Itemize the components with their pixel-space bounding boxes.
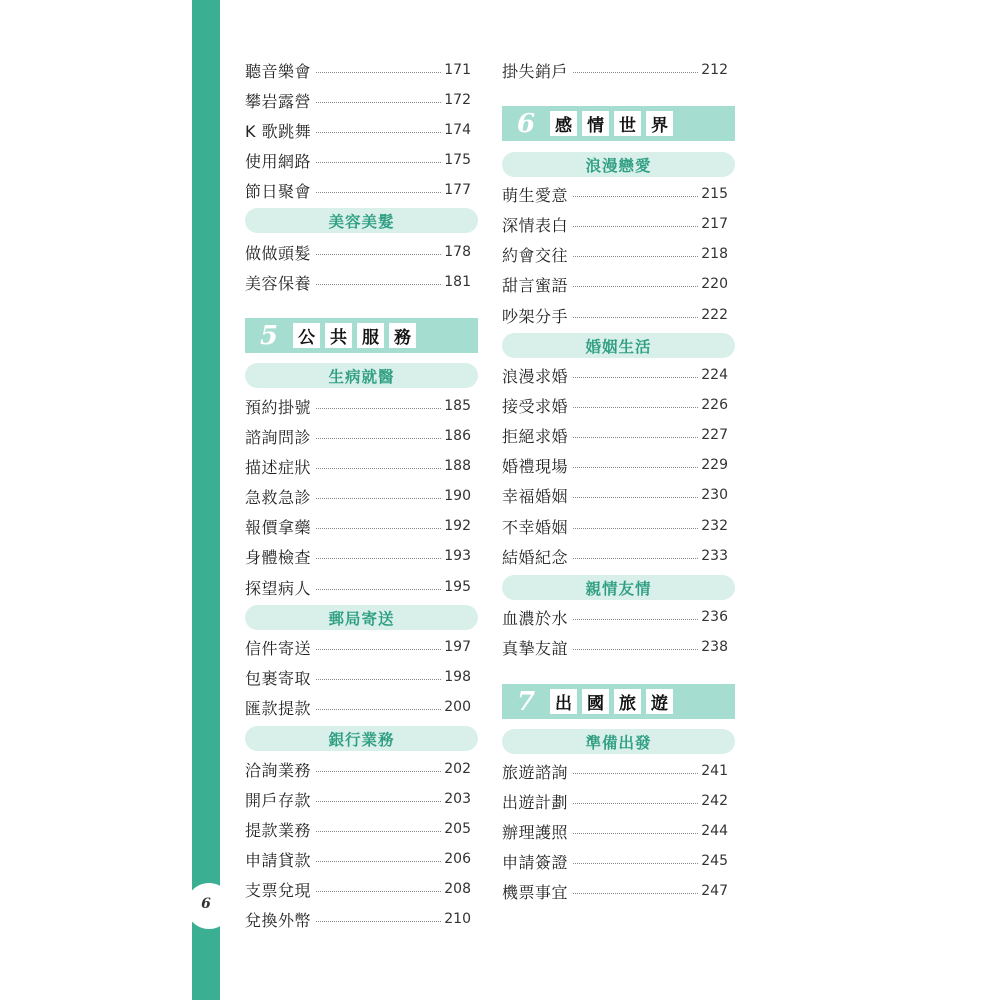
toc-entry-title: 幸福婚姻 (502, 486, 569, 506)
dot-leader (316, 589, 441, 590)
toc-entry-page: 232 (701, 518, 728, 534)
toc-entry[interactable] (502, 846, 728, 876)
chapter-title-char: 界 (646, 111, 673, 136)
toc-entry[interactable] (502, 360, 728, 390)
toc-entry-title: 使用網路 (245, 151, 312, 171)
toc-entry-title: 辦理護照 (502, 822, 569, 842)
toc-entry-page: 208 (444, 881, 471, 897)
chapter-title-char: 服 (357, 323, 384, 348)
toc-entry[interactable] (502, 541, 728, 571)
toc-entry-title: 掛失銷戶 (502, 61, 569, 81)
toc-entry[interactable] (245, 692, 471, 722)
dot-leader (316, 921, 441, 922)
toc-entry-page: 202 (444, 761, 471, 777)
dot-leader (316, 162, 441, 163)
toc-entry[interactable] (502, 450, 728, 480)
section-heading-label: 親情友情 (585, 579, 652, 598)
toc-entry-title: 婚禮現場 (502, 456, 569, 476)
toc-entry-title: 支票兌現 (245, 880, 312, 900)
toc-entry[interactable] (502, 269, 728, 299)
dot-leader (316, 831, 441, 832)
section-heading (502, 152, 735, 177)
toc-entry[interactable] (245, 844, 471, 874)
toc-entry-page: 188 (444, 458, 471, 474)
toc-entry[interactable] (502, 209, 728, 239)
toc-entry-title: 匯款提款 (245, 698, 312, 718)
toc-entry-page: 229 (701, 457, 728, 473)
toc-entry[interactable] (502, 756, 728, 786)
toc-entry[interactable] (245, 267, 471, 297)
toc-entry-page: 205 (444, 821, 471, 837)
toc-entry-page: 241 (701, 763, 728, 779)
toc-entry-page: 222 (701, 307, 728, 323)
dot-leader (573, 649, 698, 650)
toc-entry-title: 開戶存款 (245, 790, 312, 810)
toc-entry-page: 175 (444, 152, 471, 168)
section-heading-label: 準備出發 (585, 733, 652, 752)
toc-entry-title: 不幸婚姻 (502, 517, 569, 537)
toc-entry-title: 旅遊諮詢 (502, 762, 569, 782)
dot-leader (573, 893, 698, 894)
toc-entry-page: 185 (444, 398, 471, 414)
dot-leader (316, 558, 441, 559)
toc-entry[interactable] (502, 876, 728, 906)
section-heading-label: 美容美髮 (328, 212, 395, 231)
dot-leader (316, 891, 441, 892)
toc-entry-page: 190 (444, 488, 471, 504)
dot-leader (573, 317, 698, 318)
toc-entry-title: 洽詢業務 (245, 760, 312, 780)
toc-entry-page: 192 (444, 518, 471, 534)
toc-entry-title: 探望病人 (245, 578, 312, 598)
dot-leader (573, 407, 698, 408)
toc-entry-title: 描述症狀 (245, 457, 312, 477)
toc-entry[interactable] (502, 239, 728, 269)
toc-entry-page: 226 (701, 397, 728, 413)
chapter-title-char: 共 (325, 323, 352, 348)
toc-entry[interactable] (245, 784, 471, 814)
toc-entry[interactable] (502, 602, 728, 632)
dot-leader (316, 528, 441, 529)
section-heading (502, 729, 735, 754)
section-heading-label: 浪漫戀愛 (585, 156, 652, 175)
dot-leader (573, 558, 698, 559)
dot-leader (316, 468, 441, 469)
toc-entry-page: 206 (444, 851, 471, 867)
dot-leader (316, 679, 441, 680)
toc-entry-page: 212 (701, 62, 728, 78)
dot-leader (573, 196, 698, 197)
chapter-title-char: 出 (550, 689, 577, 714)
toc-entry[interactable] (245, 874, 471, 904)
toc-entry-page: 217 (701, 216, 728, 232)
section-heading-label: 生病就醫 (328, 367, 395, 386)
dot-leader (573, 467, 698, 468)
toc-entry[interactable] (502, 300, 728, 330)
toc-entry-page: 200 (444, 699, 471, 715)
toc-entry-title: 攀岩露營 (245, 91, 312, 111)
dot-leader (573, 286, 698, 287)
toc-entry-page: 210 (444, 911, 471, 927)
dot-leader (573, 497, 698, 498)
section-heading (502, 575, 735, 600)
dot-leader (316, 771, 441, 772)
chapter-number: 7 (516, 686, 536, 717)
toc-entry[interactable] (245, 814, 471, 844)
dot-leader (316, 438, 441, 439)
toc-entry[interactable] (245, 115, 471, 145)
chapter-title-char: 務 (389, 323, 416, 348)
dot-leader (316, 132, 441, 133)
toc-entry[interactable] (245, 391, 471, 421)
dot-leader (316, 801, 441, 802)
chapter-title-char: 公 (293, 323, 320, 348)
toc-entry[interactable] (502, 179, 728, 209)
toc-entry-title: 包裹寄取 (245, 668, 312, 688)
toc-entry[interactable] (245, 632, 471, 662)
chapter-banner (245, 318, 478, 353)
toc-entry[interactable] (502, 390, 728, 420)
side-color-bar (192, 0, 220, 1000)
dot-leader (316, 709, 441, 710)
toc-entry[interactable] (245, 904, 471, 934)
dot-leader (573, 377, 698, 378)
toc-entry-title: 出遊計劃 (502, 792, 569, 812)
toc-entry[interactable] (245, 511, 471, 541)
toc-entry-title: 甜言蜜語 (502, 275, 569, 295)
toc-entry-page: 181 (444, 274, 471, 290)
section-heading (245, 605, 478, 630)
toc-entry-page: 247 (701, 883, 728, 899)
chapter-title-char: 世 (614, 111, 641, 136)
dot-leader (573, 528, 698, 529)
dot-leader (573, 437, 698, 438)
toc-entry[interactable] (245, 55, 471, 85)
toc-entry[interactable] (245, 175, 471, 205)
toc-entry-title: 接受求婚 (502, 396, 569, 416)
toc-entry-page: 242 (701, 793, 728, 809)
toc-entry[interactable] (502, 632, 728, 662)
toc-entry-page: 230 (701, 487, 728, 503)
toc-entry-page: 236 (701, 609, 728, 625)
toc-entry-title: 拒絕求婚 (502, 426, 569, 446)
toc-entry[interactable] (245, 481, 471, 511)
dot-leader (573, 863, 698, 864)
section-heading (245, 208, 478, 233)
toc-entry-title: 美容保養 (245, 273, 312, 293)
toc-entry-title: 深情表白 (502, 215, 569, 235)
dot-leader (316, 861, 441, 862)
toc-entry-title: 機票事宜 (502, 882, 569, 902)
toc-entry-page: 233 (701, 548, 728, 564)
section-heading (245, 726, 478, 751)
chapter-number: 6 (516, 108, 536, 139)
dot-leader (316, 649, 441, 650)
toc-entry-title: 聽音樂會 (245, 61, 312, 81)
toc-entry-title: 結婚紀念 (502, 547, 569, 567)
toc-entry-page: 224 (701, 367, 728, 383)
toc-entry-title: 血濃於水 (502, 608, 569, 628)
chapter-banner (502, 106, 735, 141)
toc-entry-page: 197 (444, 639, 471, 655)
toc-entry[interactable] (245, 451, 471, 481)
dot-leader (573, 833, 698, 834)
toc-entry-page: 215 (701, 186, 728, 202)
toc-entry[interactable] (245, 754, 471, 784)
section-heading-label: 婚姻生活 (585, 337, 652, 356)
dot-leader (573, 773, 698, 774)
section-heading (502, 333, 735, 358)
dot-leader (316, 408, 441, 409)
toc-entry-page: 198 (444, 669, 471, 685)
dot-leader (316, 102, 441, 103)
section-heading-label: 銀行業務 (328, 730, 395, 749)
dot-leader (316, 192, 441, 193)
chapter-title-char: 旅 (614, 689, 641, 714)
toc-entry-title: 萌生愛意 (502, 185, 569, 205)
chapter-number: 5 (259, 320, 279, 351)
toc-entry-page: 177 (444, 182, 471, 198)
toc-entry[interactable] (245, 145, 471, 175)
chapter-title-char: 遊 (646, 689, 673, 714)
toc-entry[interactable] (502, 55, 728, 85)
toc-entry-page: 174 (444, 122, 471, 138)
toc-entry-title: 身體檢查 (245, 547, 312, 567)
toc-entry-page: 172 (444, 92, 471, 108)
toc-entry[interactable] (502, 480, 728, 510)
toc-entry-page: 171 (444, 62, 471, 78)
toc-entry-page: 220 (701, 276, 728, 292)
chapter-title-char: 感 (550, 111, 577, 136)
toc-entry-title: 真摯友誼 (502, 638, 569, 658)
toc-entry-title: 申請簽證 (502, 852, 569, 872)
toc-entry-page: 193 (444, 548, 471, 564)
toc-entry[interactable] (502, 786, 728, 816)
toc-entry-title: 做做頭髮 (245, 243, 312, 263)
toc-entry[interactable] (245, 237, 471, 267)
toc-entry-page: 227 (701, 427, 728, 443)
toc-entry-title: K 歌跳舞 (245, 121, 312, 141)
section-heading-label: 郵局寄送 (328, 609, 395, 628)
toc-entry[interactable] (245, 85, 471, 115)
toc-entry-title: 急救急診 (245, 487, 312, 507)
toc-entry-page: 178 (444, 244, 471, 260)
toc-entry-page: 218 (701, 246, 728, 262)
dot-leader (573, 619, 698, 620)
toc-entry[interactable] (502, 511, 728, 541)
toc-entry-page: 195 (444, 579, 471, 595)
toc-entry-page: 244 (701, 823, 728, 839)
dot-leader (573, 803, 698, 804)
dot-leader (573, 72, 698, 73)
page-number: 6 (201, 896, 211, 912)
section-heading (245, 363, 478, 388)
chapter-banner (502, 684, 735, 719)
toc-entry-title: 預約掛號 (245, 397, 312, 417)
chapter-title-char: 國 (582, 689, 609, 714)
toc-entry-title: 兌換外幣 (245, 910, 312, 930)
toc-entry-title: 吵架分手 (502, 306, 569, 326)
dot-leader (573, 226, 698, 227)
dot-leader (573, 256, 698, 257)
toc-entry-page: 245 (701, 853, 728, 869)
toc-entry-title: 申請貸款 (245, 850, 312, 870)
toc-entry-page: 186 (444, 428, 471, 444)
toc-entry[interactable] (502, 816, 728, 846)
toc-entry-page: 238 (701, 639, 728, 655)
toc-entry-title: 浪漫求婚 (502, 366, 569, 386)
toc-entry-title: 諮詢問診 (245, 427, 312, 447)
dot-leader (316, 72, 441, 73)
toc-entry-title: 約會交往 (502, 245, 569, 265)
toc-entry-title: 報價拿藥 (245, 517, 312, 537)
toc-entry-title: 節日聚會 (245, 181, 312, 201)
dot-leader (316, 284, 441, 285)
toc-entry[interactable] (245, 421, 471, 451)
dot-leader (316, 254, 441, 255)
toc-entry-title: 提款業務 (245, 820, 312, 840)
toc-entry[interactable] (245, 572, 471, 602)
toc-entry[interactable] (502, 420, 728, 450)
chapter-title-char: 情 (582, 111, 609, 136)
toc-entry-page: 203 (444, 791, 471, 807)
dot-leader (316, 498, 441, 499)
toc-entry-title: 信件寄送 (245, 638, 312, 658)
toc-entry[interactable] (245, 662, 471, 692)
toc-entry[interactable] (245, 541, 471, 571)
